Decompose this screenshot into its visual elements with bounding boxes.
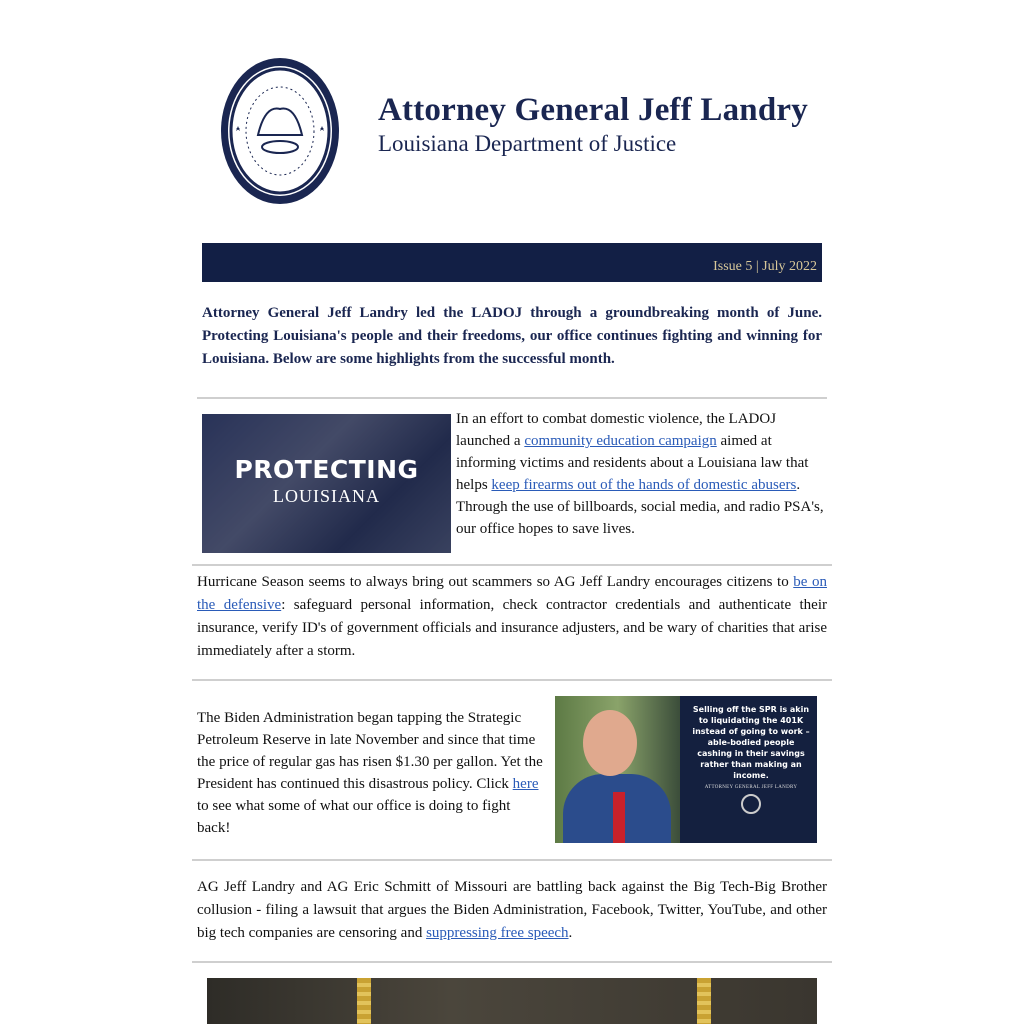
divider [192,564,832,566]
article-text: . Through the use of billboards, social media, and radio PSA's, our office hopes to save lives. [456,477,824,537]
spr-quote-image[interactable] [555,696,817,843]
protecting-louisiana-image[interactable] [202,414,451,553]
firearms-link[interactable]: keep firearms out of the hands of domestic abusers [491,477,797,493]
quote-box [689,704,813,840]
article-text: to see what some of what our office is doing to fight back! [197,798,511,836]
divider [197,397,827,399]
issue-label: Issue 5 | July 2022 [713,259,817,274]
article-text: Hurricane Season seems to always bring out scammers so AG Jeff Landry encourages citizens to [197,574,794,590]
article-text: In an effort to combat domestic violence, the LADOJ launched a [456,411,777,449]
divider [192,859,832,861]
flag-icon [357,978,371,1024]
here-link[interactable]: here [512,776,539,792]
image-subtitle: LOUISIANA [273,486,380,506]
defensive-link[interactable]: be on the defensive [197,574,827,613]
intro-text: Attorney General Jeff Landry led the LADOJ through a groundbreaking month of June. Protecting Louisiana's people and their freedoms, our office continues fighting and winning for Louisiana. Below are some highlights from the successful month. [202,305,822,367]
free-speech-link[interactable]: suppressing free speech [426,925,569,941]
seal-icon [741,794,761,814]
article-text: aimed at informing victims and residents about a Louisiana law that helps [456,433,809,493]
image-title: PROTECTING [234,455,419,484]
quote-text: Selling off the SPR is akin to liquidating the 401K instead of going to work – able-bodied people cashing in their savings rather than making an income. [692,705,810,780]
doj-seal-logo [220,57,340,205]
header-title: Attorney General Jeff Landry [378,92,808,128]
article-text: : safeguard personal information, check contractor credentials and authenticate their insurance, verify ID's of government officials and insurance adjusters, and be wary of charities that arise immediately after a storm. [197,597,827,659]
flag-icon [697,978,711,1024]
big-tech-article [197,876,827,945]
landry-photo [555,696,680,843]
hurricane-article [197,571,827,663]
community-campaign-link[interactable]: community education campaign [524,433,717,449]
article-text: AG Jeff Landry and AG Eric Schmitt of Missouri are battling back against the Big Tech-Big Brother collusion - filing a lawsuit that argues the Biden Administration, Facebook, Twitter, YouTube, and other big tech companies are censoring and [197,879,827,941]
spr-article [197,707,547,839]
press-event-image[interactable] [207,978,817,1024]
article-text: . [568,925,573,941]
domestic-violence-article [456,408,826,540]
quote-attribution: ATTORNEY GENERAL JEFF LANDRY [704,785,798,790]
issue-banner [202,243,822,282]
article-text: The Biden Administration began tapping the Strategic Petroleum Reserve in late November and since that time the price of regular gas has risen $1.30 per gallon. Yet the President has continued this disastrous policy. Click [197,710,543,792]
divider [192,961,832,963]
header-subtitle: Louisiana Department of Justice [378,131,677,156]
divider [192,679,832,681]
